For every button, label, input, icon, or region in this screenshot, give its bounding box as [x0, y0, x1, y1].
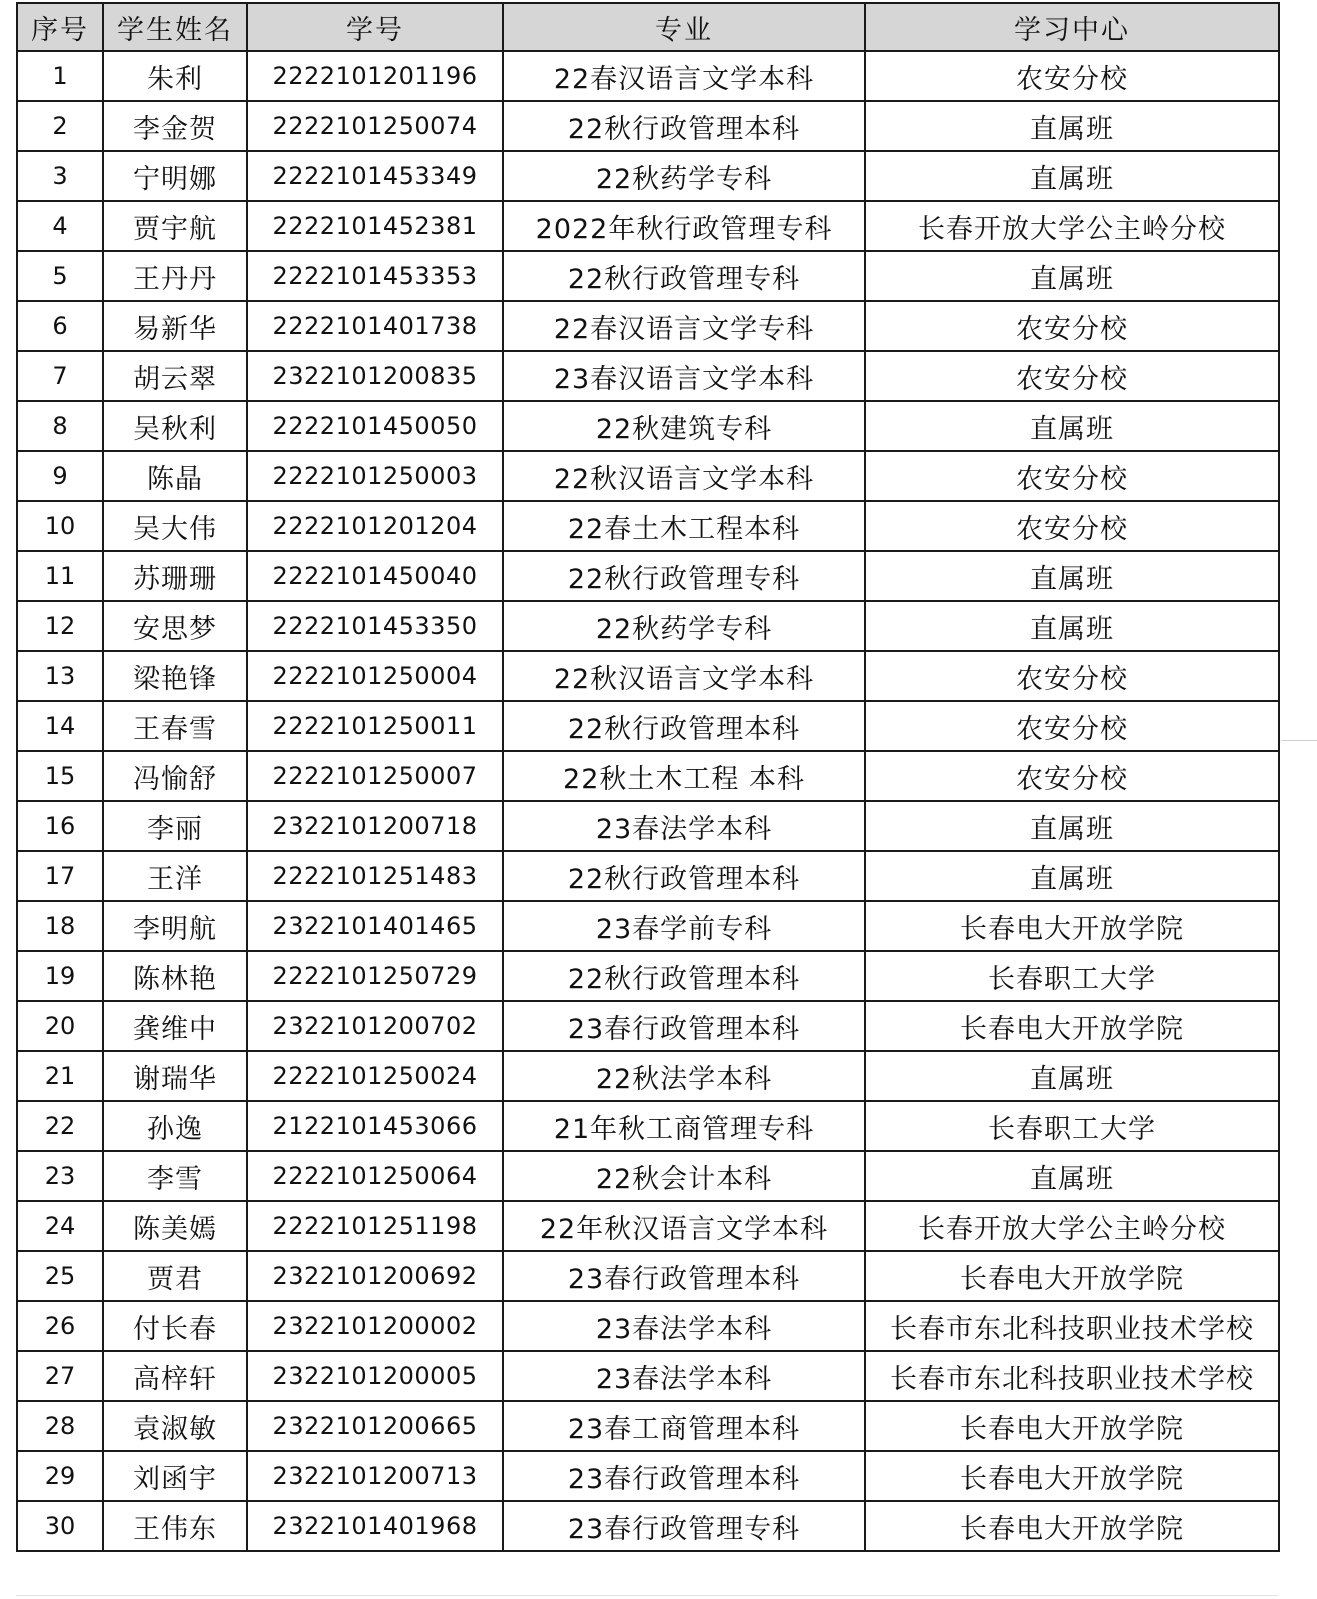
cell-major: 23春学前专科 [503, 901, 865, 951]
table-row [17, 1451, 1279, 1501]
cell-student-id: 2222101250003 [247, 451, 503, 501]
cell-name: 李金贺 [103, 101, 247, 151]
header-row [17, 3, 1279, 51]
cell-center: 长春开放大学公主岭分校 [865, 1201, 1279, 1251]
cell-student-id: 2322101200713 [247, 1451, 503, 1501]
cell-major: 23春行政管理本科 [503, 1451, 865, 1501]
cell-name: 陈林艳 [103, 951, 247, 1001]
cell-name: 袁淑敏 [103, 1401, 247, 1451]
cell-major: 23春行政管理本科 [503, 1001, 865, 1051]
cell-index: 26 [17, 1301, 103, 1351]
cell-student-id: 2322101200665 [247, 1401, 503, 1451]
cell-index: 2 [17, 101, 103, 151]
cell-major: 23春工商管理本科 [503, 1401, 865, 1451]
cell-name: 王洋 [103, 851, 247, 901]
cell-student-id: 2222101250011 [247, 701, 503, 751]
cell-center: 直属班 [865, 801, 1279, 851]
cell-student-id: 2222101450050 [247, 401, 503, 451]
cell-name: 宁明娜 [103, 151, 247, 201]
table-row [17, 251, 1279, 301]
cell-major: 22秋汉语言文学本科 [503, 451, 865, 501]
cell-center: 农安分校 [865, 651, 1279, 701]
table-row [17, 201, 1279, 251]
cell-gridline [1281, 740, 1317, 741]
cell-student-id: 2222101250024 [247, 1051, 503, 1101]
cell-name: 冯愉舒 [103, 751, 247, 801]
cell-index: 18 [17, 901, 103, 951]
cell-student-id: 2322101200005 [247, 1351, 503, 1401]
cell-major: 23春行政管理本科 [503, 1251, 865, 1301]
table-row [17, 1301, 1279, 1351]
cell-major: 21年秋工商管理专科 [503, 1101, 865, 1151]
cell-index: 27 [17, 1351, 103, 1401]
cell-major: 22秋行政管理本科 [503, 951, 865, 1001]
cell-student-id: 2222101401738 [247, 301, 503, 351]
cell-center: 农安分校 [865, 751, 1279, 801]
cell-student-id: 2222101250007 [247, 751, 503, 801]
cell-center: 农安分校 [865, 51, 1279, 101]
cell-name: 刘函宇 [103, 1451, 247, 1501]
cell-major: 22秋行政管理本科 [503, 851, 865, 901]
cell-index: 10 [17, 501, 103, 551]
cell-student-id: 2322101200002 [247, 1301, 503, 1351]
cell-index: 13 [17, 651, 103, 701]
cell-name: 易新华 [103, 301, 247, 351]
table-row [17, 1051, 1279, 1101]
cell-student-id: 2322101200702 [247, 1001, 503, 1051]
cell-index: 8 [17, 401, 103, 451]
cell-student-id: 2222101452381 [247, 201, 503, 251]
cell-index: 1 [17, 51, 103, 101]
cell-student-id: 2222101251198 [247, 1201, 503, 1251]
header-center: 学习中心 [865, 3, 1279, 51]
table-row [17, 451, 1279, 501]
cell-name: 谢瑞华 [103, 1051, 247, 1101]
cell-student-id: 2322101200718 [247, 801, 503, 851]
cell-name: 梁艳锋 [103, 651, 247, 701]
cell-name: 高梓轩 [103, 1351, 247, 1401]
table-row [17, 301, 1279, 351]
cell-index: 24 [17, 1201, 103, 1251]
table-row [17, 1251, 1279, 1301]
table-row [17, 51, 1279, 101]
cell-index: 23 [17, 1151, 103, 1201]
cell-major: 22秋会计本科 [503, 1151, 865, 1201]
table-row [17, 351, 1279, 401]
cell-major: 22秋建筑专科 [503, 401, 865, 451]
cell-index: 6 [17, 301, 103, 351]
cell-major: 22秋行政管理本科 [503, 701, 865, 751]
cell-center: 长春市东北科技职业技术学校 [865, 1301, 1279, 1351]
cell-center: 直属班 [865, 251, 1279, 301]
table-row [17, 101, 1279, 151]
cell-name: 李雪 [103, 1151, 247, 1201]
cell-index: 3 [17, 151, 103, 201]
cell-student-id: 2322101200835 [247, 351, 503, 401]
cell-center: 农安分校 [865, 301, 1279, 351]
cell-student-id: 2222101250064 [247, 1151, 503, 1201]
cell-index: 30 [17, 1501, 103, 1551]
cell-center: 直属班 [865, 851, 1279, 901]
table-row [17, 851, 1279, 901]
cell-index: 17 [17, 851, 103, 901]
table-row [17, 651, 1279, 701]
cell-name: 安思梦 [103, 601, 247, 651]
cell-center: 直属班 [865, 151, 1279, 201]
cell-student-id: 2222101201204 [247, 501, 503, 551]
cell-center: 长春电大开放学院 [865, 1401, 1279, 1451]
cell-name: 陈晶 [103, 451, 247, 501]
table-row [17, 801, 1279, 851]
header-student-id: 学号 [247, 3, 503, 51]
cell-center: 长春电大开放学院 [865, 1451, 1279, 1501]
cell-center: 直属班 [865, 1151, 1279, 1201]
cell-student-id: 2322101200692 [247, 1251, 503, 1301]
cell-major: 22秋药学专科 [503, 151, 865, 201]
cell-student-id: 2222101250729 [247, 951, 503, 1001]
cell-center: 直属班 [865, 601, 1279, 651]
table-row [17, 1501, 1279, 1551]
cell-name: 王春雪 [103, 701, 247, 751]
cell-student-id: 2122101453066 [247, 1101, 503, 1151]
table-row [17, 1151, 1279, 1201]
cell-index: 15 [17, 751, 103, 801]
table-row [17, 1351, 1279, 1401]
cell-major: 22秋药学专科 [503, 601, 865, 651]
cell-student-id: 2222101453350 [247, 601, 503, 651]
table-row [17, 901, 1279, 951]
cell-index: 9 [17, 451, 103, 501]
cell-major: 22春汉语言文学专科 [503, 301, 865, 351]
cell-major: 22年秋汉语言文学本科 [503, 1201, 865, 1251]
cell-name: 贾宇航 [103, 201, 247, 251]
table-row [17, 601, 1279, 651]
cell-name: 王丹丹 [103, 251, 247, 301]
table-row [17, 951, 1279, 1001]
cell-name: 苏珊珊 [103, 551, 247, 601]
cell-name: 陈美嫣 [103, 1201, 247, 1251]
table-row [17, 1201, 1279, 1251]
cell-name: 孙逸 [103, 1101, 247, 1151]
cell-name: 朱利 [103, 51, 247, 101]
cell-student-id: 2322101401465 [247, 901, 503, 951]
cell-name: 吴秋利 [103, 401, 247, 451]
table-row [17, 1001, 1279, 1051]
cell-major: 22春土木工程本科 [503, 501, 865, 551]
cell-student-id: 2222101450040 [247, 551, 503, 601]
cell-name: 胡云翠 [103, 351, 247, 401]
cell-student-id: 2222101201196 [247, 51, 503, 101]
cell-major: 23春法学本科 [503, 1351, 865, 1401]
cell-index: 16 [17, 801, 103, 851]
cell-center: 农安分校 [865, 701, 1279, 751]
cell-student-id: 2322101401968 [247, 1501, 503, 1551]
cell-center: 直属班 [865, 401, 1279, 451]
cell-name: 李明航 [103, 901, 247, 951]
cell-major: 2022年秋行政管理专科 [503, 201, 865, 251]
cell-student-id: 2222101250004 [247, 651, 503, 701]
cell-index: 28 [17, 1401, 103, 1451]
table-row [17, 751, 1279, 801]
cell-center: 农安分校 [865, 451, 1279, 501]
cell-index: 14 [17, 701, 103, 751]
cell-center: 长春电大开放学院 [865, 1001, 1279, 1051]
cell-index: 19 [17, 951, 103, 1001]
table-body [17, 51, 1279, 1551]
cell-major: 23春法学本科 [503, 1301, 865, 1351]
cell-major: 22秋行政管理专科 [503, 251, 865, 301]
cell-center: 长春电大开放学院 [865, 901, 1279, 951]
cell-index: 11 [17, 551, 103, 601]
cell-major: 23春行政管理专科 [503, 1501, 865, 1551]
cell-major: 23春汉语言文学本科 [503, 351, 865, 401]
cell-name: 贾君 [103, 1251, 247, 1301]
cell-student-id: 2222101453349 [247, 151, 503, 201]
cell-center: 长春市东北科技职业技术学校 [865, 1351, 1279, 1401]
table-row [17, 501, 1279, 551]
cell-name: 吴大伟 [103, 501, 247, 551]
cell-center: 长春职工大学 [865, 951, 1279, 1001]
cell-name: 李丽 [103, 801, 247, 851]
cell-major: 22秋土木工程 本科 [503, 751, 865, 801]
cell-student-id: 2222101251483 [247, 851, 503, 901]
table-row [17, 701, 1279, 751]
cell-index: 29 [17, 1451, 103, 1501]
cell-name: 龚维中 [103, 1001, 247, 1051]
cell-gridline [16, 1595, 1278, 1596]
cell-major: 22春汉语言文学本科 [503, 51, 865, 101]
cell-major: 22秋法学本科 [503, 1051, 865, 1101]
cell-center: 长春职工大学 [865, 1101, 1279, 1151]
cell-center: 直属班 [865, 1051, 1279, 1101]
cell-center: 直属班 [865, 101, 1279, 151]
cell-center: 直属班 [865, 551, 1279, 601]
cell-index: 25 [17, 1251, 103, 1301]
cell-index: 7 [17, 351, 103, 401]
cell-center: 长春电大开放学院 [865, 1501, 1279, 1551]
cell-major: 22秋汉语言文学本科 [503, 651, 865, 701]
cell-index: 22 [17, 1101, 103, 1151]
cell-major: 22秋行政管理本科 [503, 101, 865, 151]
cell-center: 农安分校 [865, 351, 1279, 401]
table-row [17, 1101, 1279, 1151]
cell-index: 20 [17, 1001, 103, 1051]
header-major: 专业 [503, 3, 865, 51]
cell-major: 23春法学本科 [503, 801, 865, 851]
cell-name: 付长春 [103, 1301, 247, 1351]
cell-student-id: 2222101250074 [247, 101, 503, 151]
cell-center: 长春开放大学公主岭分校 [865, 201, 1279, 251]
header-index: 序号 [17, 3, 103, 51]
cell-major: 22秋行政管理专科 [503, 551, 865, 601]
cell-center: 农安分校 [865, 501, 1279, 551]
table-row [17, 151, 1279, 201]
cell-index: 5 [17, 251, 103, 301]
cell-index: 21 [17, 1051, 103, 1101]
header-name: 学生姓名 [103, 3, 247, 51]
cell-student-id: 2222101453353 [247, 251, 503, 301]
cell-center: 长春电大开放学院 [865, 1251, 1279, 1301]
cell-name: 王伟东 [103, 1501, 247, 1551]
cell-index: 12 [17, 601, 103, 651]
student-table [16, 2, 1280, 1552]
table-row [17, 551, 1279, 601]
table-row [17, 1401, 1279, 1451]
table-row [17, 401, 1279, 451]
cell-index: 4 [17, 201, 103, 251]
